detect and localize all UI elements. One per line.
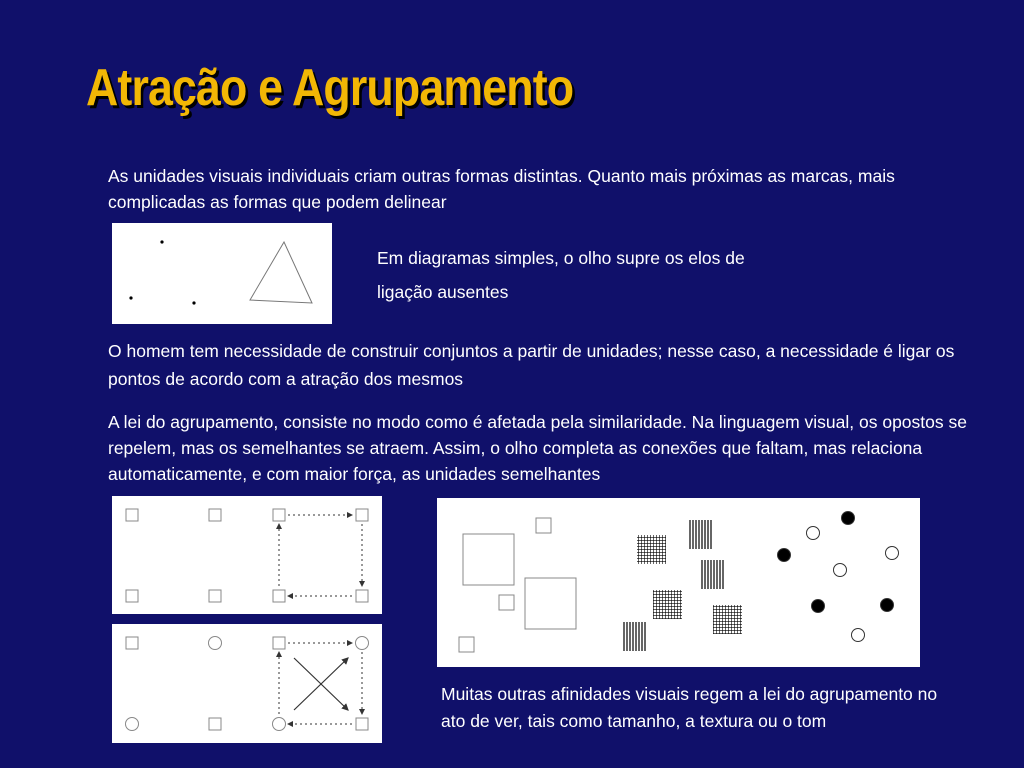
- dot: [192, 301, 195, 304]
- slide-title: Atração e Agrupamento: [86, 59, 574, 117]
- dot: [129, 296, 132, 299]
- square-grouping-figure: [112, 496, 382, 614]
- simple-diagram-caption-line1: Em diagramas simples, o olho supre os elos de: [377, 248, 745, 268]
- dots-triangle-figure: [112, 223, 332, 324]
- square-circle-grouping-figure: [112, 624, 382, 743]
- grouping-law-paragraph: A lei do agrupamento, consiste no modo como é afetada pela similaridade. Na linguagem visual, os opostos se repelem, mas os semelhantes se atraem. Assim, o olho completa as conexões que faltam, mas relaciona automaticamente, e com maior força, as unidades semelhantes: [108, 412, 967, 484]
- intro-paragraph: As unidades visuais individuais criam outras formas distintas. Quanto mais próximas as marcas, mais complicadas as formas que podem delinear: [108, 166, 895, 212]
- simple-diagram-caption-line2: ligação ausentes: [377, 282, 509, 302]
- affinity-figure: [437, 498, 920, 667]
- dot: [160, 240, 163, 243]
- affinity-caption: Muitas outras afinidades visuais regem a lei do agrupamento no ato de ver, tais como tamanho, a textura ou o tom: [441, 684, 938, 731]
- triangle-shape: [250, 242, 312, 303]
- need-paragraph: O homem tem necessidade de construir conjuntos a partir de unidades; nesse caso, a necessidade é ligar os pontos de acordo com a atração dos mesmos: [108, 341, 955, 389]
